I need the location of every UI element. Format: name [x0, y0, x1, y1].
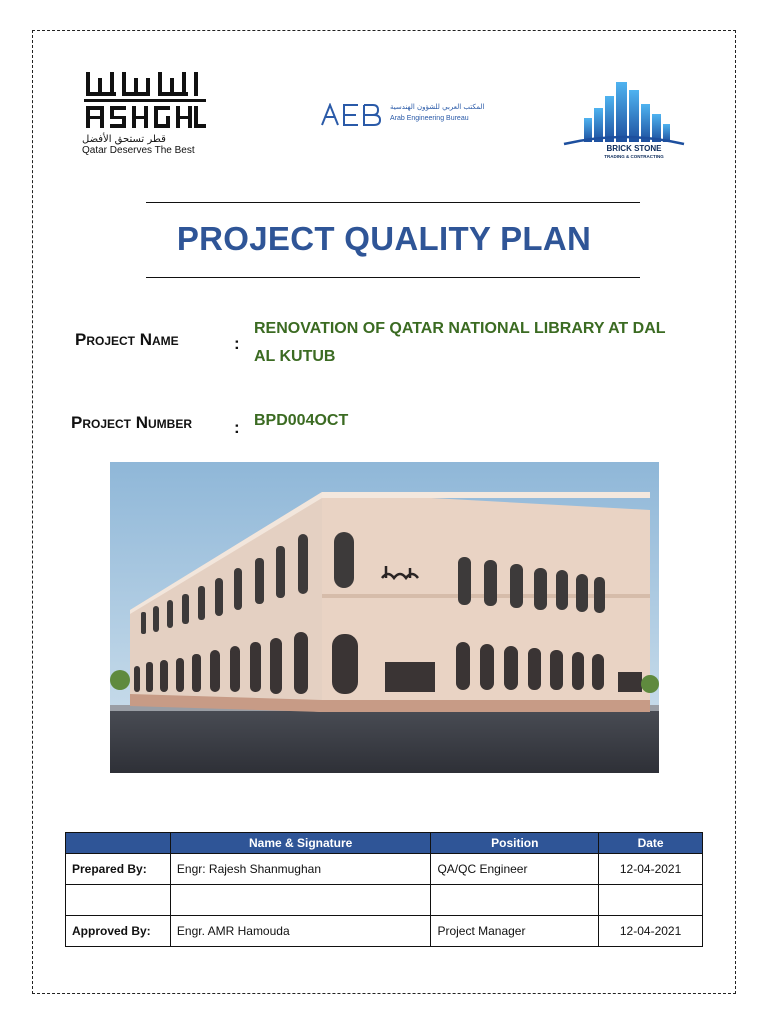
table-row — [66, 854, 703, 885]
table-row — [66, 916, 703, 947]
row-date: 12-04-2021 — [599, 854, 703, 885]
ashghal-logo — [82, 70, 210, 156]
row-name: Engr. AMR Hamouda — [170, 916, 431, 947]
brickstone-name: BRICK STONE — [606, 144, 662, 153]
aeb-name: Arab Engineering Bureau — [390, 115, 469, 122]
row-date — [599, 885, 703, 916]
row-role: Prepared By: — [66, 854, 171, 885]
row-date: 12-04-2021 — [599, 916, 703, 947]
row-role: Approved By: — [66, 916, 171, 947]
project-name-line-2: AL KUTUB — [254, 348, 336, 365]
aeb-logo — [320, 103, 500, 127]
header-name-signature: Name & Signature — [170, 833, 431, 854]
approval-table — [65, 832, 703, 947]
ashghal-kufic-mark — [82, 70, 208, 132]
ashghal-tagline: Qatar Deserves The Best — [82, 145, 195, 156]
page-title: PROJECT QUALITY PLAN — [176, 220, 592, 257]
project-name-value — [254, 315, 666, 371]
library-building-photo — [110, 462, 659, 773]
ashghal-tagline-arabic: قطر تستحق الأفضل — [82, 134, 166, 145]
header-role — [66, 833, 171, 854]
header-position: Position — [431, 833, 599, 854]
table-header-row — [66, 833, 703, 854]
project-name-line-1: RENOVATION OF QATAR NATIONAL LIBRARY AT DAL — [254, 320, 666, 337]
row-name — [170, 885, 431, 916]
project-number-label: Project Number — [71, 413, 193, 432]
skyline-icon — [562, 78, 686, 148]
title-rule-bottom — [146, 277, 640, 278]
row-position: Project Manager — [431, 916, 599, 947]
aeb-name-arabic: المكتب العربي للشؤون الهندسية — [390, 103, 485, 111]
brickstone-logo — [562, 78, 686, 162]
title-rule-top — [146, 202, 640, 203]
row-position — [431, 885, 599, 916]
project-name-label: Project Name — [75, 330, 179, 349]
brickstone-subtitle: TRADING & CONTRACTING — [604, 154, 664, 159]
row-position: QA/QC Engineer — [431, 854, 599, 885]
project-number-value: BPD004OCT — [254, 412, 349, 429]
project-number-colon: : — [234, 418, 240, 437]
table-row — [66, 885, 703, 916]
header-date: Date — [599, 833, 703, 854]
aeb-letters-mark — [320, 103, 382, 127]
row-role — [66, 885, 171, 916]
row-name: Engr: Rajesh Shanmughan — [170, 854, 431, 885]
project-name-colon: : — [234, 334, 240, 353]
